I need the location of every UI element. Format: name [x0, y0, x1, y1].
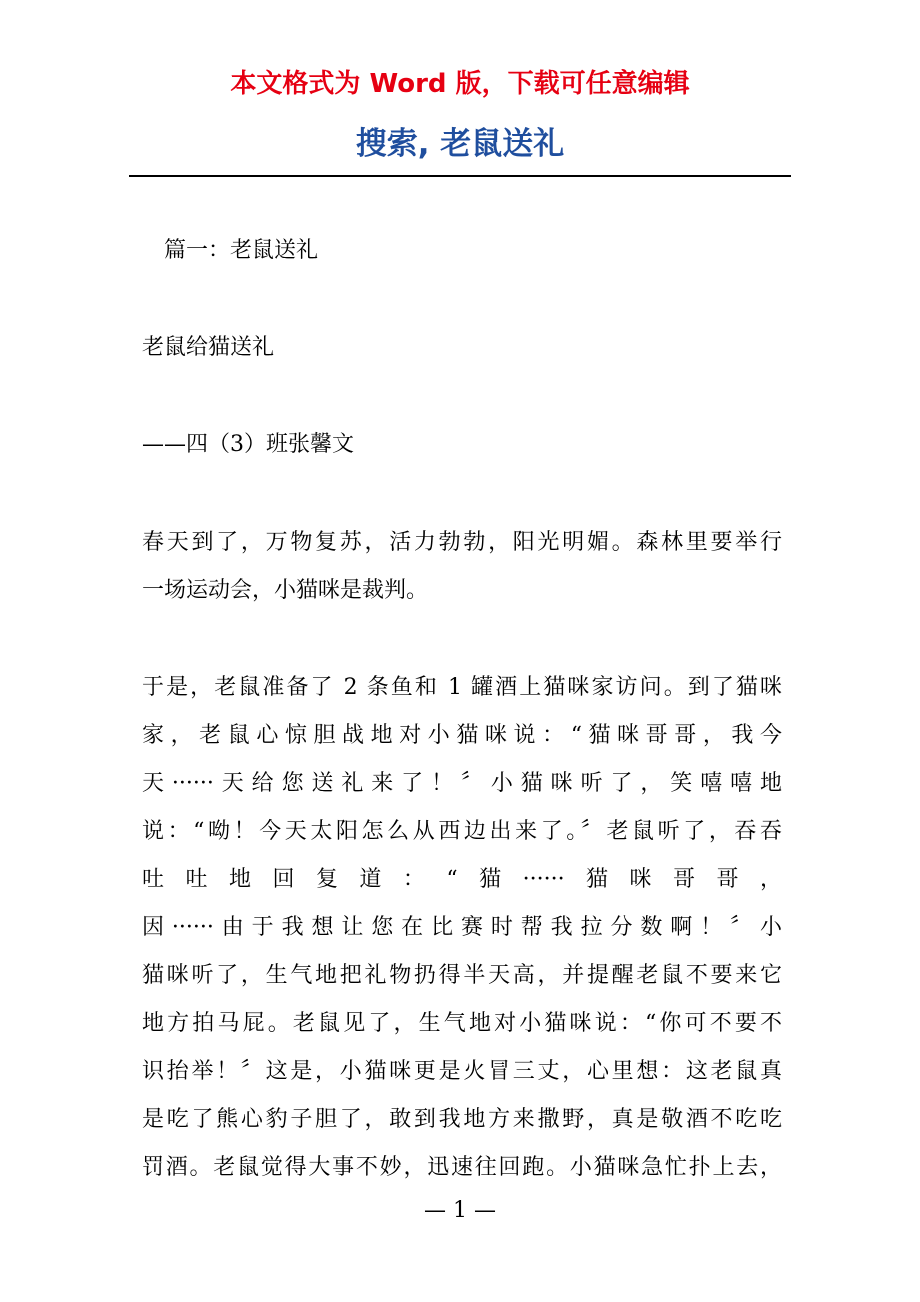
header-divider	[129, 175, 791, 177]
paragraph-line: 一场运动会，小猫咪是裁判。	[142, 578, 429, 603]
paragraph-line: 猫咪听了，生气地把礼物扔得半天高，并提醒老鼠不要来它	[142, 963, 782, 988]
paragraph-line: 说：“呦！今天太阳怎么从西边出来了。〞老鼠听了，吞吞	[142, 819, 782, 844]
page-number: — 1 —	[424, 1198, 496, 1223]
author-line: ——四（3）班张馨文	[142, 432, 354, 457]
paragraph-line: 地方拍马屁。老鼠见了，生气地对小猫咪说：“你可不要不	[142, 1011, 782, 1036]
paragraph-line: 家，老鼠心惊胆战地对小猫咪说：“猫咪哥哥，我今	[142, 723, 782, 748]
story-title: 老鼠给猫送礼	[142, 335, 275, 360]
format-notice: 本文格式为 Word 版，下载可任意编辑	[230, 69, 690, 99]
paragraph-line: 春天到了，万物复苏，活力勃勃，阳光明媚。森林里要举行	[142, 530, 782, 555]
paragraph-line: 于是，老鼠准备了 2 条鱼和 1 罐酒上猫咪家访问。到了猫咪	[142, 675, 782, 700]
paragraph-line: 识抬举！〞这是，小猫咪更是火冒三丈，心里想：这老鼠真	[142, 1059, 782, 1084]
paragraph-line: 吐吐地回复道：“猫······猫咪哥哥，	[142, 867, 782, 892]
paragraph-line: 因······由于我想让您在比赛时帮我拉分数啊！〞小	[142, 915, 782, 940]
paragraph-line: 天······天给您送礼来了！〞小猫咪听了，笑嘻嘻地	[142, 771, 782, 796]
paragraph-line: 罚酒。老鼠觉得大事不妙，迅速往回跑。小猫咪急忙扑上去，	[142, 1155, 782, 1180]
section-heading: 篇一：老鼠送礼	[164, 238, 319, 263]
paragraph-line: 是吃了熊心豹子胆了，敢到我地方来撒野，真是敬酒不吃吃	[142, 1107, 782, 1132]
document-title: 搜索, 老鼠送礼	[355, 126, 565, 162]
